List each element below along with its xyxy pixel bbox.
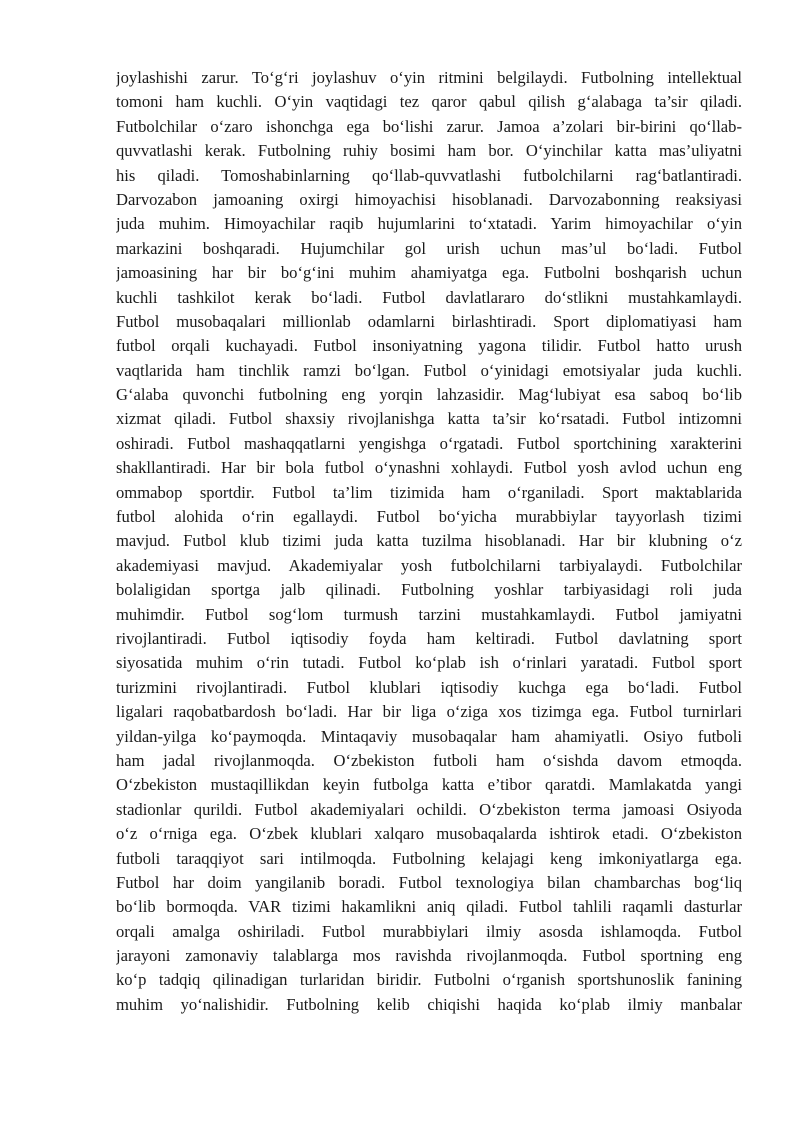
text-line: markazini boshqaradi. Hujumchilar gol urish uchun mas’ul bo‘ladi. Futbol bbox=[116, 238, 742, 258]
text-line: futbol alohida o‘rin egallaydi. Futbol bo‘yicha murabbiylar tayyorlash tizimi bbox=[116, 507, 742, 527]
text-line: ham jadal rivojlanmoqda. O‘zbekiston futboli ham o‘sishda davom etmoqda. bbox=[116, 750, 742, 770]
text-line: muhimdir. Futbol sog‘lom turmush tarzini mustahkamlaydi. Futbol jamiyatni bbox=[116, 604, 742, 624]
text-line: jamoasining har bir bo‘g‘ini muhim ahamiyatga ega. Futbolni boshqarish uchun bbox=[116, 263, 742, 283]
text-line: vaqtlarida ham tinchlik ramzi bo‘lgan. Futbol o‘yinidagi emotsiyalar juda kuchli. bbox=[116, 360, 742, 380]
text-line: stadionlar qurildi. Futbol akademiyalari ochildi. O‘zbekiston terma jamoasi Osiyoda bbox=[116, 799, 742, 819]
text-line: jarayoni zamonaviy talablarga mos ravishda rivojlanmoqda. Futbol sportning eng bbox=[116, 946, 742, 966]
text-line: his qiladi. Tomoshabinlarning qo‘llab-quvvatlashi futbolchilarni rag‘batlantiradi. bbox=[116, 165, 742, 185]
text-line: bo‘lib bormoqda. VAR tizimi hakamlikni aniq qiladi. Futbol tahlili raqamli dasturlar bbox=[116, 897, 742, 917]
text-line: muhim yo‘nalishidir. Futbolning kelib chiqishi haqida ko‘plab ilmiy manbalar bbox=[116, 994, 742, 1014]
text-line: Darvozabon jamoaning oxirgi himoyachisi hisoblanadi. Darvozabonning reaksiyasi bbox=[116, 189, 742, 209]
text-line: siyosatida muhim o‘rin tutadi. Futbol ko‘plab ish o‘rinlari yaratadi. Futbol sport bbox=[116, 653, 742, 673]
text-line: rivojlantiradi. Futbol iqtisodiy foyda ham keltiradi. Futbol davlatning sport bbox=[116, 628, 742, 648]
text-line: quvvatlashi kerak. Futbolning ruhiy bosimi ham bor. O‘yinchilar katta mas’uliyatni bbox=[116, 141, 742, 161]
text-line: yildan-yilga ko‘paymoqda. Mintaqaviy musobaqalar ham ahamiyatli. Osiyo futboli bbox=[116, 726, 742, 746]
document-page bbox=[116, 66, 742, 1017]
text-line: orqali amalga oshiriladi. Futbol murabbiylari ilmiy asosda ishlamoqda. Futbol bbox=[116, 921, 742, 941]
text-line: akademiyasi mavjud. Akademiyalar yosh futbolchilarni tarbiyalaydi. Futbolchilar bbox=[116, 555, 742, 575]
text-line: ligalari raqobatbardosh bo‘ladi. Har bir liga o‘ziga xos tizimga ega. Futbol turnirlari bbox=[116, 702, 742, 722]
text-line: turizmini rivojlantiradi. Futbol klublari iqtisodiy kuchga ega bo‘ladi. Futbol bbox=[116, 677, 742, 697]
text-line: Futbol har doim yangilanib boradi. Futbol texnologiya bilan chambarchas bog‘liq bbox=[116, 872, 742, 892]
text-line: shakllantiradi. Har bir bola futbol o‘ynashni xohlaydi. Futbol yosh avlod uchun eng bbox=[116, 458, 742, 478]
text-line: Futbolchilar o‘zaro ishonchga ega bo‘lishi zarur. Jamoa a’zolari bir-birini qo‘llab- bbox=[116, 116, 742, 136]
text-line: futbol orqali kuchayadi. Futbol insoniyatning yagona tilidir. Futbol hatto urush bbox=[116, 336, 742, 356]
text-line: Futbol musobaqalari millionlab odamlarni birlashtiradi. Sport diplomatiyasi ham bbox=[116, 311, 742, 331]
text-line: mavjud. Futbol klub tizimi juda katta tuzilma hisoblanadi. Har bir klubning o‘z bbox=[116, 531, 742, 551]
text-line: xizmat qiladi. Futbol shaxsiy rivojlanishga katta ta’sir ko‘rsatadi. Futbol intizomni bbox=[116, 409, 742, 429]
text-line: juda muhim. Himoyachilar raqib hujumlarini to‘xtatadi. Yarim himoyachilar o‘yin bbox=[116, 214, 742, 234]
text-line: oshiradi. Futbol mashaqqatlarni yengishga o‘rgatadi. Futbol sportchining xarakterini bbox=[116, 433, 742, 453]
text-line: kuchli tashkilot kerak bo‘ladi. Futbol davlatlararo do‘stlikni mustahkamlaydi. bbox=[116, 287, 742, 307]
text-line: joylashishi zarur. To‘g‘ri joylashuv o‘yin ritmini belgilaydi. Futbolning intellektual bbox=[116, 68, 742, 87]
text-line: futboli taraqqiyot sari intilmoqda. Futbolning kelajagi keng imkoniyatlarga ega. bbox=[116, 848, 742, 868]
text-line: G‘alaba quvonchi futbolning eng yorqin lahzasidir. Mag‘lubiyat esa saboq bo‘lib bbox=[116, 385, 742, 405]
text-line: ko‘p tadqiq qilinadigan turlaridan biridir. Futbolni o‘rganish sportshunoslik fanining bbox=[116, 970, 742, 990]
text-line: tomoni ham kuchli. O‘yin vaqtidagi tez qaror qabul qilish g‘alabaga ta’sir qiladi. bbox=[116, 92, 742, 112]
text-line: ommabop sportdir. Futbol ta’lim tizimida ham o‘rganiladi. Sport maktablarida bbox=[116, 482, 742, 502]
text-line: o‘z o‘rniga ega. O‘zbek klublari xalqaro musobaqalarda ishtirok etadi. O‘zbekiston bbox=[116, 824, 742, 844]
text-line: bolaligidan sportga jalb qilinadi. Futbolning yoshlar tarbiyasidagi roli juda bbox=[116, 580, 742, 600]
body-paragraph bbox=[116, 66, 742, 1017]
text-line: O‘zbekiston mustaqillikdan keyin futbolga katta e’tibor qaratdi. Mamlakatda yangi bbox=[116, 775, 742, 795]
